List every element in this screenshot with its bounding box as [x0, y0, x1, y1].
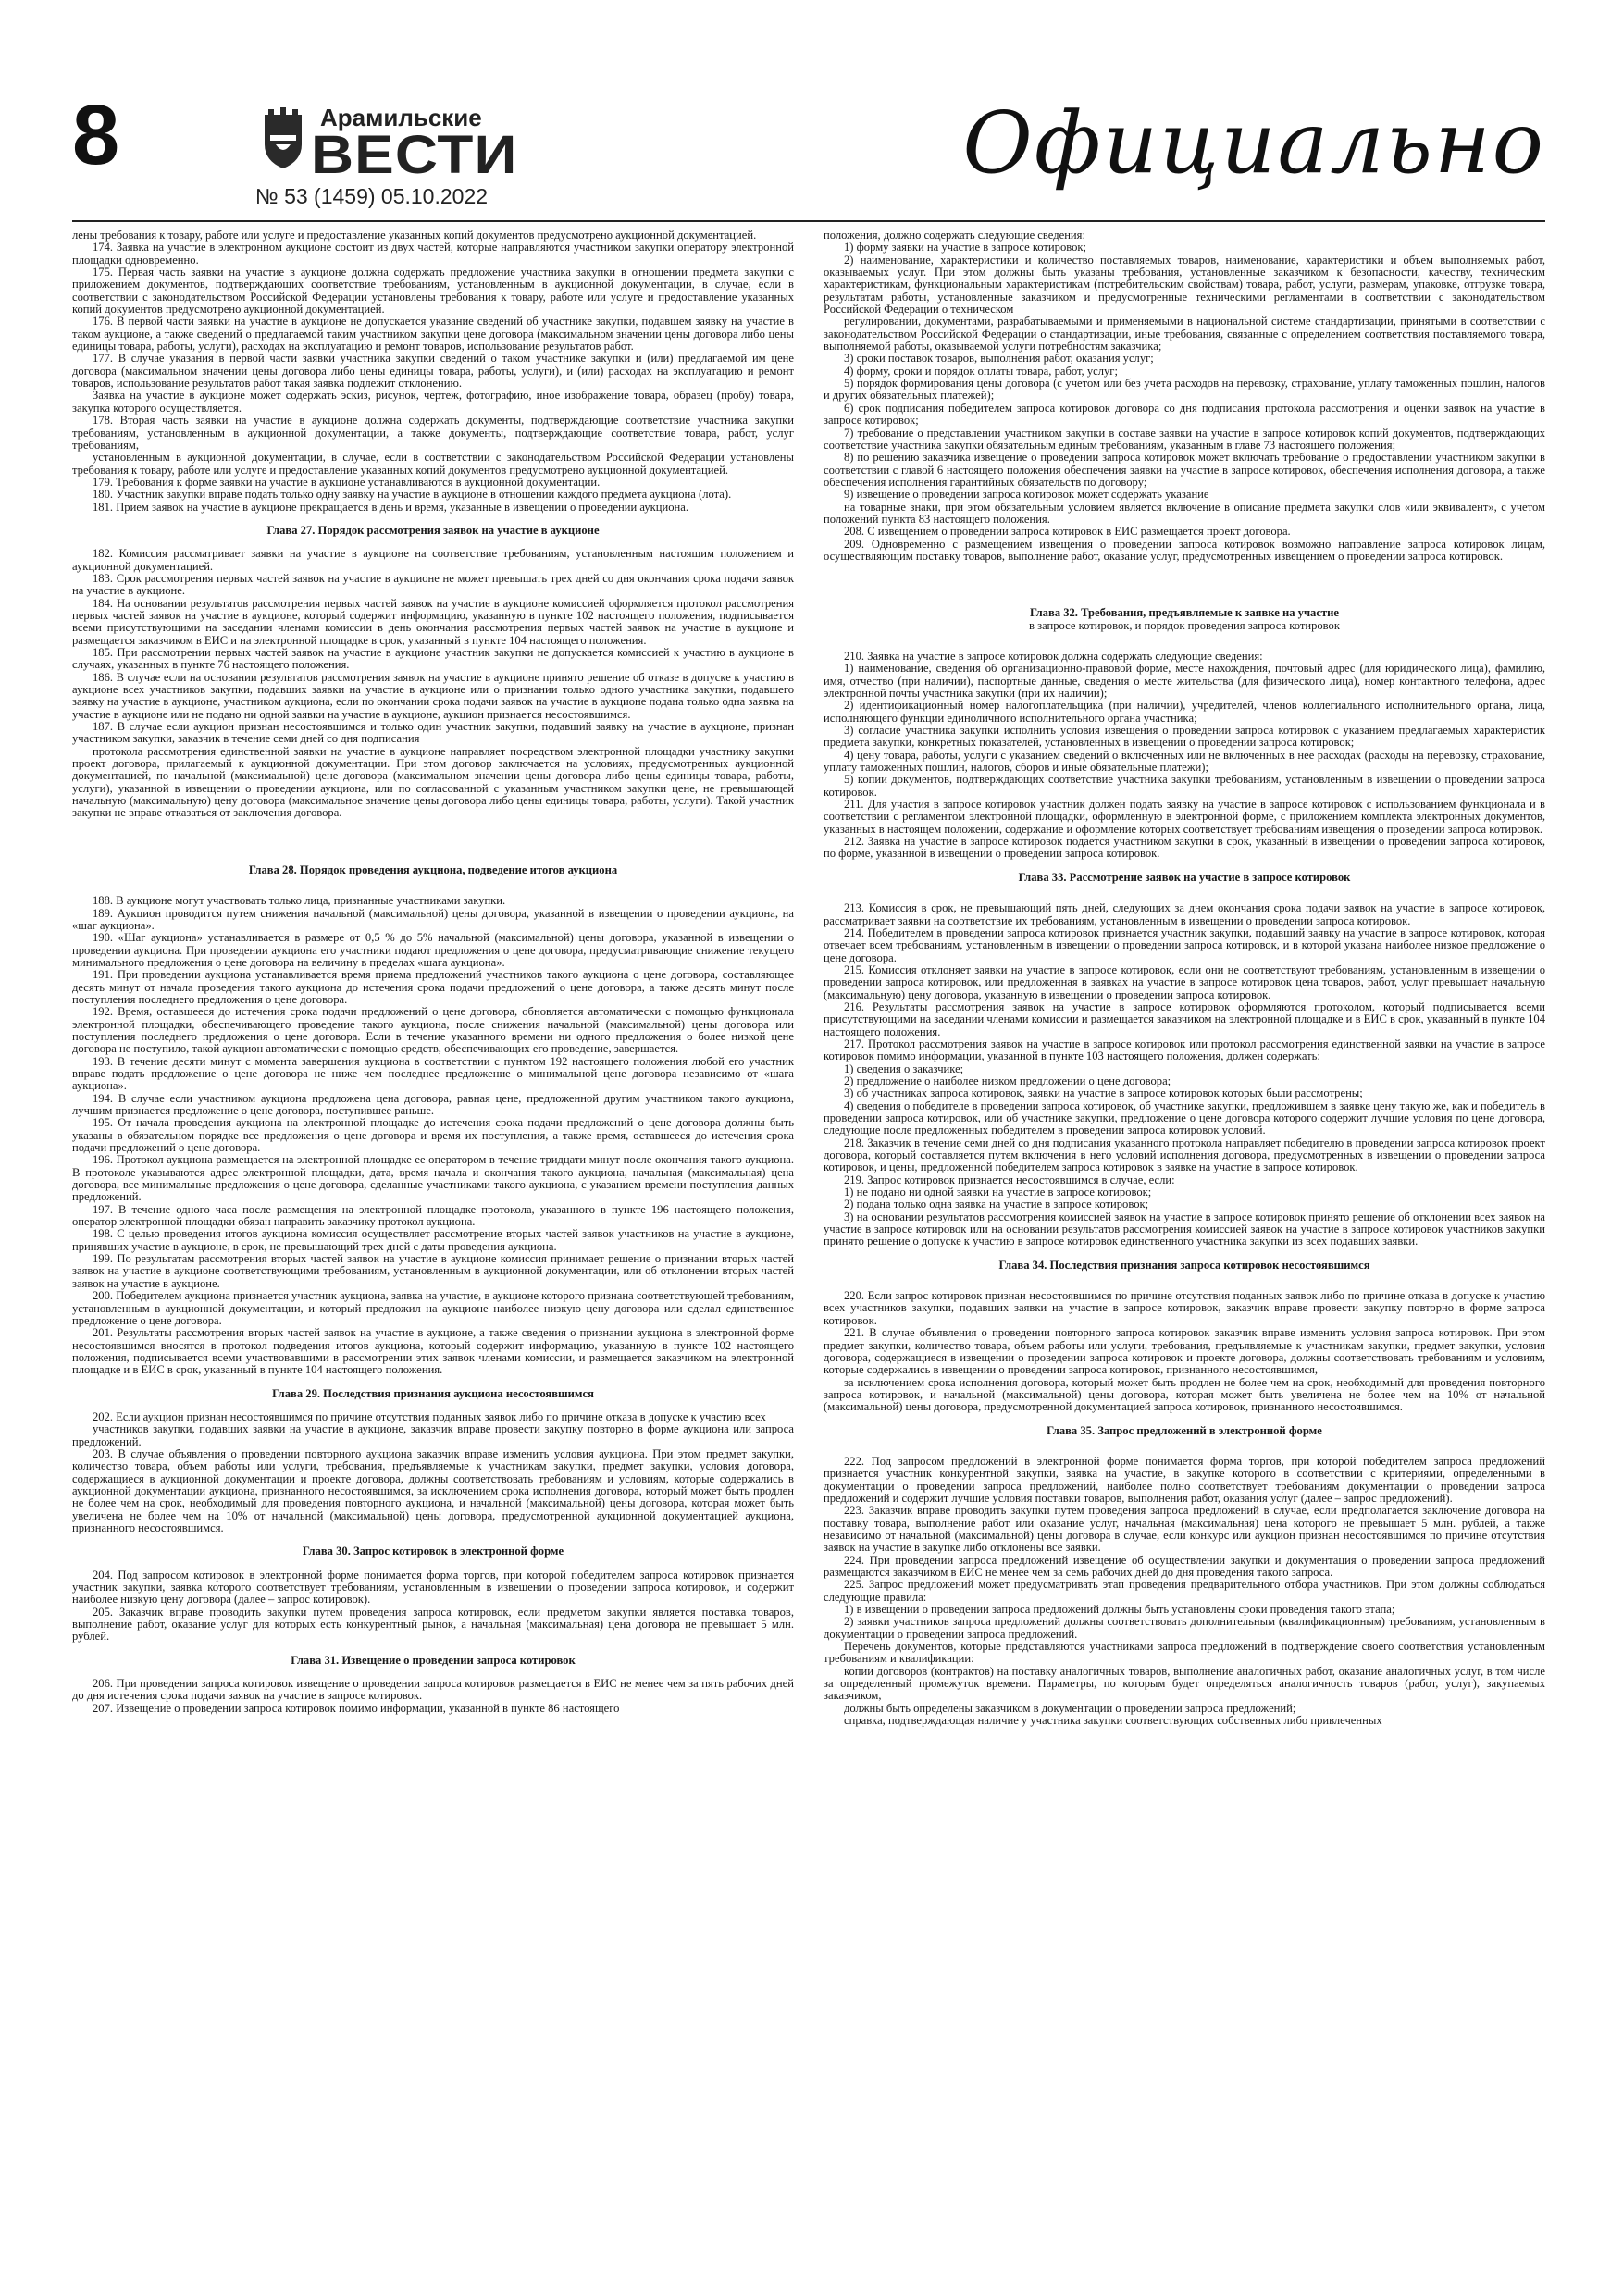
list-item: 5) порядок формирования цены договора (с учетом или без учета расходов на перевозку, страхование, уплату таможенных пошлин, налогов и других обязательных платежей);: [824, 377, 1545, 403]
masthead-title: ВЕСТИ: [311, 125, 518, 185]
paragraph: протокола рассмотрения единственной заявки на участие в аукционе направляет посредством электронной площадки участнику закупки проект договора, прилагаемый к аукционной документации. При этом договор заключается на условиях, предусмотренных аукционной документацией, по начальной (максимальной) цене договора (максимальном значении цены договора либо цены единицы товара, работы, услуги), указанной в извещении о проведении аукциона, или по согласованной с указанным участником закупки цене, не превышающей начальную (максимальную) цену договора (максимальное значение цены договора либо цены единицы товара, работы, услуги). Такой участник закупки не вправе отказаться от заключения договора.: [72, 744, 794, 820]
paragraph: установленным в аукционной документации, в случае, если в соответствии с законодательством Российской Федерации установлены требования к товару, работе или услуге и предоставление указанных копий документов предусмотрено аукционной документацией.: [72, 451, 794, 477]
paragraph: положения, должно содержать следующие сведения:: [824, 229, 1085, 242]
paragraph: 221. В случае объявления о проведении повторного запроса котировок заказчик вправе изменить условия запроса котировок. При этом предмет закупки, количество товара, объем работы или услуги, требования, предъявляемые к участникам закупки, предмет закупки, условия договора, содержащиеся в извещении о проведении запроса котировок и проекте договора, должны соответствовать требованиям и условиям, которые содержались в извещении о проведении запроса котировок, признанного несостоявшимся,: [824, 1326, 1545, 1377]
paragraph: 212. Заявка на участие в запросе котировок подается участником закупки в срок, указанный в извещении о проведении запроса котировок, по форме, указанной в извещении о проведении запроса котировок.: [824, 835, 1545, 861]
paragraph: на товарные знаки, при этом обязательным условием является включение в описание предмета закупки слов «или эквивалент», с учетом положений пункта 83 настоящего положения.: [824, 500, 1545, 526]
paragraph: лены требования к товару, работе или услуге и предоставление указанных копий документов предусмотрено аукционной документацией.: [72, 229, 757, 242]
paragraph: за исключением срока исполнения договора, который может быть продлен не более чем на срок, необходимый для проведения повторного запроса котировок, и начальной (максимальной) цены договора, которая может быть увеличена не более чем на 10% от начальной (максимальной) цены договора, предусмотренной документацией запроса котировок, признанного несостоявшимся.: [824, 1375, 1545, 1414]
paragraph: 223. Заказчик вправе проводить закупки путем проведения запроса предложений в случае, если предполагается заключение договора на поставку товара, выполнение работ или оказание услуг, начальная (максимальная) цена которого не превышает 5 млн. рублей, а также независимо от начальной (максимальной) цены договора в случае, если конкурс или аукцион признан несостоявшимся по причине отсутствия заявок на участие в закупке либо отклонены все заявки.: [824, 1504, 1545, 1555]
right-column: [824, 230, 1545, 1727]
paragraph: 213. Комиссия в срок, не превышающий пять дней, следующих за днем окончания срока подачи заявок на участие в запросе котировок, рассматривает заявки на соответствие их требованиям, установленным в извещении о проведении запроса котировок.: [824, 901, 1545, 927]
list-item: 4) цену товара, работы, услуги с указанием сведений о включенных или не включенных в нее расходах (расходы на перевозку, страхование, уплату таможенных пошлин, налогов, сборов и иные обязательные платежи);: [824, 748, 1545, 775]
list-item: 2) идентификационный номер налогоплательщика (при наличии), учредителей, членов коллегиального исполнительного органа, лица, исполняющего функции единоличного исполнительного органа участника;: [824, 699, 1545, 725]
paragraph: 200. Победителем аукциона признается участник аукциона, заявка на участие, в аукционе которого признана соответствующей требованиям, установленным в аукционной документации, и который предложил на аукционе наиболее низкую цену договора или сделал единственное предложение о цене договора.: [72, 1289, 794, 1327]
paragraph: 214. Победителем в проведении запроса котировок признается участник закупки, подавший заявку на участие в запросе котировок, которая отвечает всем требованиям, установленным в извещении о проведении запроса котировок, и в которой указана наиболее низкое предложение о цене договора.: [824, 925, 1545, 964]
paragraph: участников закупки, подавших заявки на участие в аукционе, заказчик вправе провести закупку повторно в форме аукциона или запроса предложений.: [72, 1422, 794, 1448]
paragraph: 182. Комиссия рассматривает заявки на участие в аукционе на соответствие требованиям, установленным настоящим положением и аукционной документацией.: [72, 547, 794, 573]
chapter-heading: Глава 32. Требования, предъявляемые к заявке на участие: [1030, 606, 1339, 620]
list-item: 3) на основании результатов рассмотрения комиссией заявок на участие в запросе котировок принято решение об отклонении всех заявок на участие в запросе котировок или на основании результатов рассмотрения комиссией заявок на участие в запросе котировок участников закупки принято решение о допуске к участию в запросе котировок единственного участника закупки из всех подавших заявки.: [824, 1210, 1545, 1248]
paragraph: регулировании, документами, разрабатываемыми и применяемыми в национальной системе стандартизации, принятыми в соответствии с законодательством Российской Федерации о стандартизации, иные требования, связанные с определением соответствия поставляемого товара, выполняемой работы, оказываемой услуги потребностям заказчика;: [824, 315, 1545, 354]
chapter-heading: Глава 33. Рассмотрение заявок на участие в запросе котировок: [1018, 870, 1351, 884]
paragraph: 224. При проведении запроса предложений извещение об осуществлении закупки и документация о проведении запроса предложений размещаются заказчиком в ЕИС не менее чем за семь рабочих дней до дня проведения такого запроса.: [824, 1553, 1545, 1579]
paragraph: 176. В первой части заявки на участие в аукционе не допускается указание сведений об участнике закупки, подавшем заявку на участие в таком аукционе, а также сведений о предлагаемой таким участником закупки цене договора (максимальном значении цены договора либо цены единицы товара, работы, услуги), расходах на эксплуатацию и ремонт товаров, использование результатов работ.: [72, 315, 794, 354]
paragraph: 207. Извещение о проведении запроса котировок помимо информации, указанной в пункте 86 настоящего: [93, 1701, 620, 1715]
paragraph: копии договоров (контрактов) на поставку аналогичных товаров, выполнение аналогичных работ, оказание аналогичных услуг, в том числе за определенный промежуток времени. Параметры, по которым будет определяться аналогичность товаров (работ, услуг), закупаемых заказчиком,: [824, 1664, 1545, 1703]
chapter-heading: Глава 28. Порядок проведения аукциона, подведение итогов аукциона: [248, 863, 618, 876]
paragraph: 204. Под запросом котировок в электронной форме понимается форма торгов, при которой победителем запроса котировок признается участник закупки, заявка которого соответствует требованиям, установленным в извещении о проведении запроса котировок, и содержит наиболее низкую цену договора (далее – запрос котировок).: [72, 1568, 794, 1607]
paragraph: 225. Запрос предложений может предусматривать этап проведения предварительного отбора участников. При этом должны соблюдаться следующие правила:: [824, 1578, 1545, 1604]
paragraph: 205. Заказчик вправе проводить закупки путем проведения запроса котировок, если предметом закупки является поставка товаров, выполнение работ, оказание услуг для которых есть конкурентный рынок, а начальная (максимальная) цена договора не превышает 5 млн. рублей.: [72, 1605, 794, 1644]
left-column: [72, 230, 794, 1715]
paragraph: 185. При рассмотрении первых частей заявок на участие в аукционе участник закупки не допускается комиссией к участию в аукционе в случаях, указанных в пункте 76 настоящего положения.: [72, 646, 794, 672]
list-item: 4) форму, сроки и порядок оплаты товара, работ, услуг;: [844, 364, 1118, 378]
section-title: Официально: [962, 93, 1545, 192]
list-item: 8) по решению заказчика извещение о проведении запроса котировок может включать требование о предоставлении участником закупки в соответствии с главой 6 настоящего положения обеспечения заявки на участие в запросе котировок, обеспечения исполнения договора, а также обеспечения исполнения гарантийных обязательств по договору;: [824, 451, 1545, 489]
paragraph: 196. Протокол аукциона размещается на электронной площадке ее оператором в течение тридцати минут после окончания такого аукциона. В протоколе указываются адрес электронной площадки, дата, время начала и окончания такого аукциона, начальная (максимальная) цена договора, все минимальные предложения о цене договора, сделанные участниками такого аукциона, с указанием времени поступления данных предложений.: [72, 1153, 794, 1204]
chapter-subheading: в запросе котировок, и порядок проведения запроса котировок: [1029, 618, 1340, 632]
paragraph: 186. В случае если на основании результатов рассмотрения заявок на участие в аукционе принято решение об отказе в допуске к участию в аукционе всех участников закупки, подавших заявки на участие в аукционе или о признании только одного участника закупки, подавшего заявку на участие в аукционе, участником аукциона, если по окончании срока подачи заявок на участие в аукционе подана только одна заявка на участие в аукционе или не подано ни одной заявки на участие в аукционе, аукцион признается несостоявшимся.: [72, 670, 794, 721]
list-item: 1) сведения о заказчике;: [844, 1061, 964, 1075]
paragraph: 187. В случае если аукцион признан несостоявшимся и только один участник закупки, подавший заявку на участие в аукционе, признан участником закупки, заказчик в течение семи дней со дня подписания: [72, 720, 794, 746]
paragraph: 219. Запрос котировок признается несостоявшимся в случае, если:: [844, 1173, 1175, 1186]
chapter-heading: Глава 31. Извещение о проведении запроса котировок: [291, 1653, 576, 1667]
paragraph: 198. С целью проведения итогов аукциона комиссия осуществляет рассмотрение вторых частей заявок участников на участие в аукционе, принявших участие в аукционе, в срок, не превышающий трех дней с даты проведения аукциона.: [72, 1227, 794, 1253]
paragraph: 217. Протокол рассмотрения заявок на участие в запросе котировок или протокол рассмотрения единственной заявки на участие в запросе котировок помимо информации, указанной в пункте 103 настоящего положения, должен содержать:: [824, 1036, 1545, 1063]
list-item: 1) форму заявки на участие в запросе котировок;: [844, 241, 1087, 254]
list-item: 2) заявки участников запроса предложений должны соответствовать дополнительным (квалификационным) требованиям, установленным в документации о проведении запроса предложений.: [824, 1615, 1545, 1641]
list-item: 6) срок подписания победителем запроса котировок договора со дня подписания протокола рассмотрения и оценки заявок на участие в запросе котировок;: [824, 401, 1545, 428]
paragraph: 183. Срок рассмотрения первых частей заявок на участие в аукционе не может превышать трех дней со дня окончания срока подачи заявок на участие в аукционе.: [72, 571, 794, 598]
masthead-subtitle: Арамильские: [320, 104, 482, 131]
paragraph: 206. При проведении запроса котировок извещение о проведении запроса котировок размещается в ЕИС не менее чем за пять рабочих дней до дня истечения срока подачи заявок на участие в запросе котировок.: [72, 1677, 794, 1703]
list-item: 1) наименование, сведения об организационно-правовой форме, месте нахождения, почтовый адрес (для юридического лица), фамилию, имя, отчество (при наличии), паспортные данные, сведения о месте жительства (для физического лица), номер контактного телефона, адрес электронной почты участника закупки (при их наличии);: [824, 662, 1545, 700]
paragraph: 220. Если запрос котировок признан несостоявшимся по причине отсутствия поданных заявок либо по причине отказа в допуске к участию всех участников закупки, подавших заявки на участие в запросе котировок, заказчик вправе провести закупку повторно в форме запроса котировок.: [824, 1289, 1545, 1327]
list-item: 1) не подано ни одной заявки на участие в запросе котировок;: [844, 1185, 1152, 1199]
paragraph: справка, подтверждающая наличие у участника закупки соответствующих собственных либо привлеченных: [844, 1714, 1382, 1728]
paragraph: 215. Комиссия отклоняет заявки на участие в запросе котировок, если они не соответствуют требованиям, установленным в извещении о проведении запроса котировок, или предложенная в заявках на участие в запросе котировок цена товаров, работ, услуг превышает начальную (максимальную) цену договора, указанную в извещении о проведении запроса котировок.: [824, 962, 1545, 1001]
paragraph: 193. В течение десяти минут с момента завершения аукциона в соответствии с пунктом 192 настоящего положения любой его участник вправе подать предложение о цене договора не ниже чем последнее предложение о минимальной цене договора независимо от «шага аукциона».: [72, 1054, 794, 1093]
paragraph: 210. Заявка на участие в запросе котировок должна содержать следующие сведения:: [844, 649, 1263, 663]
paragraph: 202. Если аукцион признан несостоявшимся по причине отсутствия поданных заявок либо по причине отказа в допуске к участию всех: [93, 1409, 766, 1423]
chapter-heading: Глава 30. Запрос котировок в электронной форме: [302, 1545, 564, 1558]
paragraph: 203. В случае объявления о проведении повторного аукциона заказчик вправе изменить условия аукциона. При этом предмет закупки, количество товара, объем работы или услуги, требования, предъявляемые к участникам закупки, предмет закупки, условия договора, содержащиеся в аукционной документации и проекте договора, должны соответствовать требованиям и условиям, которые содержались в аукционной документации аукциона, признанного несостоявшимся, за исключением срока исполнения договора, который может быть продлен не более чем на срок, необходимый для проведения повторного аукциона, и начальной (максимальной) цены договора, которая может быть увеличена не более чем на 10% от начальной (максимальной) цены договора, предусмотренной аукционной документацией аукциона, признанного несостоявшимся.: [72, 1446, 794, 1534]
chapter-heading: Глава 35. Запрос предложений в электронной форме: [1047, 1423, 1322, 1437]
paragraph: 177. В случае указания в первой части заявки участника закупки сведений о таком участнике закупки и (или) предлагаемой им цене договора (максимальном значении цены договора либо цены единицы товара, работы, услуги), и (или) расходах на эксплуатацию и ремонт товаров, использование результатов работ такая заявка подлежит отклонению.: [72, 352, 794, 391]
list-item: 3) об участниках запроса котировок, заявки на участие в запросе котировок которых были рассмотрены;: [844, 1086, 1363, 1100]
paragraph: 195. От начала проведения аукциона на электронной площадке до истечения срока подачи предложений о цене договора должны быть указаны в обязательном порядке все предложения о цене договора и время их поступления, а также время, оставшееся до истечения срока подачи предложений о цене договора.: [72, 1116, 794, 1155]
paragraph: 208. С извещением о проведении запроса котировок в ЕИС размещается проект договора.: [844, 525, 1291, 539]
paragraph: 181. Прием заявок на участие в аукционе прекращается в день и время, указанные в извещении о проведении аукциона.: [93, 500, 689, 514]
list-item: 2) подана только одна заявка на участие в запросе котировок;: [844, 1198, 1149, 1211]
list-item: 4) сведения о победителе в проведении запроса котировок, об участнике закупки, предложившем в заявке цену такую же, как и победитель в проведении запроса котировок, или об участнике закупки, предложение о цене договора которого содержит лучшие условия по цене договора, следующие после предложенных победителем в проведении запроса котировок условий.: [824, 1098, 1545, 1137]
paragraph: 218. Заказчик в течение семи дней со дня подписания указанного протокола направляет победителю в проведении запроса котировок проект договора, который составляется путем включения в него условий исполнения договора, предусмотренных в извещении о проведении запроса котировок, и цены, предложенной победителем запроса котировок в заявке на участие в запросе котировок.: [824, 1136, 1545, 1174]
paragraph: 189. Аукцион проводится путем снижения начальной (максимальной) цены договора, указанной в извещении о проведении аукциона, на «шаг аукциона».: [72, 906, 794, 932]
paragraph: 180. Участник закупки вправе подать только одну заявку на участие в аукционе в отношении каждого предмета аукциона (лота).: [93, 488, 732, 502]
page-header: [72, 88, 1545, 222]
list-item: 2) наименование, характеристики и количество поставляемых товаров, наименование, характеристики и объем выполняемых работ, оказываемых услуг. При этом должны быть указаны требования, установленные заказчиком к безопасности, качеству, техническим характеристикам, функциональным характеристикам (потребительским свойствам) товара, работ, услуги, размерам, упаковке, отгрузке товара, результатам работы, установленные заказчиком и предусмотренные техническими регламентами в соответствии с законодательством Российской Федерации о техническом: [824, 253, 1545, 316]
paragraph: 197. В течение одного часа после размещения на электронной площадке протокола, указанного в пункте 196 настоящего положения, оператор электронной площадки обязан направить заказчику протокол аукциона.: [72, 1202, 794, 1229]
paragraph: 211. Для участия в запросе котировок участник должен подать заявку на участие в запросе котировок с использованием функционала и в соответствии с регламентом электронной площадки, оформленную в электронной форме, с приложением комплекта электронных документов, указанных в настоящем положении, содержание и оформление которых соответствует требованиям извещения о проведении запроса котировок.: [824, 798, 1545, 836]
coat-of-arms-icon: [255, 107, 311, 172]
paragraph: 174. Заявка на участие в электронном аукционе состоит из двух частей, которые направляются участником закупки оператору электронной площадки одновременно.: [72, 241, 794, 267]
list-item: 3) сроки поставок товаров, выполнения работ, оказания услуг;: [844, 352, 1154, 366]
paragraph: 199. По результатам рассмотрения вторых частей заявок на участие в аукционе комиссия принимает решение о признании вторых частей заявок на участие в аукционе соответствующими требованиям, установленным в аукционной документации, или об отклонении вторых частей заявок на участие в аукционе.: [72, 1252, 794, 1290]
paragraph: Заявка на участие в аукционе может содержать эскиз, рисунок, чертеж, фотографию, иное изображение товара, образец (пробу) товара, закупка которого осуществляется.: [72, 389, 794, 415]
paragraph: 179. Требования к форме заявки на участие в аукционе устанавливаются в аукционной документации.: [93, 475, 601, 489]
paragraph: 191. При проведении аукциона устанавливается время приема предложений участников такого аукциона о цене договора, составляющее десять минут от начала проведения такого аукциона до истечения срока подачи предложений о цене договора, а также десять минут после поступления последнего предложения о цене договора.: [72, 968, 794, 1006]
list-item: 7) требование о представлении участником закупки в составе заявки на участие в запросе котировок копий документов, подтверждающих соответствие участника закупки обязательным единым требованиям, указанным в главе 73 настоящего положения;: [824, 426, 1545, 452]
paragraph: 194. В случае если участником аукциона предложена цена договора, равная цене, предложенной другим участником такого аукциона, лучшим признается предложение о цене договора, поступившее раньше.: [72, 1091, 794, 1117]
chapter-heading: Глава 29. Последствия признания аукциона несостоявшимся: [272, 1386, 594, 1400]
paragraph: 209. Одновременно с размещением извещения о проведении запроса котировок возможно направление запроса котировок лицам, осуществляющим поставку товаров, выполнение работ, оказание услуг, предусмотренных извещением о проведении запроса котировок.: [824, 537, 1545, 563]
list-item: 9) извещение о проведении запроса котировок может содержать указание: [844, 488, 1209, 502]
list-item: 1) в извещении о проведении запроса предложений должны быть установлены сроки проведения такого этапа;: [844, 1603, 1395, 1617]
paragraph: 216. Результаты рассмотрения заявок на участие в запросе котировок оформляются протоколом, который подписывается всеми присутствующими на заседании членами комиссии и размещается заказчиком на электронной площадке и в ЕИС в срок, указанный в пункте 104 настоящего положения.: [824, 999, 1545, 1038]
list-item: 2) предложение о наиболее низком предложении о цене договора;: [844, 1074, 1171, 1087]
list-item: 5) копии документов, подтверждающих соответствие участника закупки требованиям, установленным в извещении о проведении запроса котировок.: [824, 773, 1545, 799]
paragraph: 222. Под запросом предложений в электронной форме понимается форма торгов, при которой победителем запроса предложений признается участник конкурентной закупки, заявка на участие, в закупке которого в соответствии с критериями, определенными в документации о проведении запроса предложений, наиболее полно соответствует требованиям документации о проведении запроса предложений и содержит лучшие условия поставки товаров, выполнения работ, оказания услуг (далее – запрос предложений).: [824, 1454, 1545, 1505]
paragraph: 184. На основании результатов рассмотрения первых частей заявок на участие в аукционе комиссией оформляется протокол рассмотрения первых частей заявок на участие в аукционе, который содержит информацию, указанную в пункте 102 настоящего положения, подписывается всеми присутствующими на заседании членами комиссии в день окончания рассмотрения первых частей заявок на участие в аукционе и размещается заказчиком в ЕИС и на электронной площадке в срок, указанный в пункте 104 настоящего положения.: [72, 596, 794, 647]
header-divider: [72, 220, 1545, 222]
paragraph: 190. «Шаг аукциона» устанавливается в размере от 0,5 % до 5% начальной (максимальной) цены договора, указанной в извещении о проведении аукциона. При проведении аукциона его участники подают предложения о цене договора, предусматривающие снижение текущего минимального предложения о цене договора на величину в пределах «шага аукциона».: [72, 931, 794, 969]
chapter-heading: Глава 34. Последствия признания запроса котировок несостоявшимся: [998, 1258, 1370, 1272]
paragraph: 178. Вторая часть заявки на участие в аукционе должна содержать документы, подтверждающие соответствие участника закупки требованиям, установленным в аукционной документации, а также документы, подтверждающие соответствие товара, работ, услуг требованиям,: [72, 414, 794, 452]
paragraph: 175. Первая часть заявки на участие в аукционе должна содержать предложение участника закупки в отношении предмета закупки с приложением документов, подтверждающих соответствие требованиям, установленным в аукционной документации, в случае, если в соответствии с законодательством Российской Федерации установлены требования к товару, работе или услуге и предоставление указанных копий документов предусмотрено аукционной документацией.: [72, 266, 794, 316]
paragraph: должны быть определены заказчиком в документации о проведении запроса предложений;: [844, 1701, 1296, 1715]
list-item: 3) согласие участника закупки исполнить условия извещения о проведении запроса котировок с указанием предлагаемых характеристик предмета закупки, конкретных показателей, установленных в извещении о проведении запроса котировок;: [824, 724, 1545, 750]
page-number: 8: [72, 88, 120, 182]
paragraph: 188. В аукционе могут участвовать только лица, признанные участниками закупки.: [93, 894, 506, 908]
issue-info: № 53 (1459) 05.10.2022: [255, 184, 489, 208]
paragraph: 192. Время, оставшееся до истечения срока подачи предложений о цене договора, обновляется автоматически с помощью функционала электронной площадки, обеспечивающего проведение такого аукциона, после снижения начальной (максимальной) цены договора или поступления последнего предложения о цене договора. Если в течение указанного времени ни одного предложения о более низкой цене договора не поступило, такой аукцион автоматически с помощью средств, обеспечивающих его проведение, завершается.: [72, 1005, 794, 1056]
paragraph: Перечень документов, которые представляются участниками запроса предложений в подтверждение своего соответствия установленным требованиям и квалификации:: [824, 1640, 1545, 1666]
chapter-heading: Глава 27. Порядок рассмотрения заявок на участие в аукционе: [266, 523, 600, 537]
paragraph: 201. Результаты рассмотрения вторых частей заявок на участие в аукционе, а также сведения о признании аукциона в электронной форме несостоявшимся вносятся в протокол подведения итогов аукциона, который содержит информацию, указанную в пункте 102 настоящего положения, подписывается всеми участвовавшими в рассмотрении этих заявок членами комиссии, и размещается заказчиком на электронной площадке и в ЕИС в срок, указанный в пункте 104 настоящего положения.: [72, 1326, 794, 1377]
